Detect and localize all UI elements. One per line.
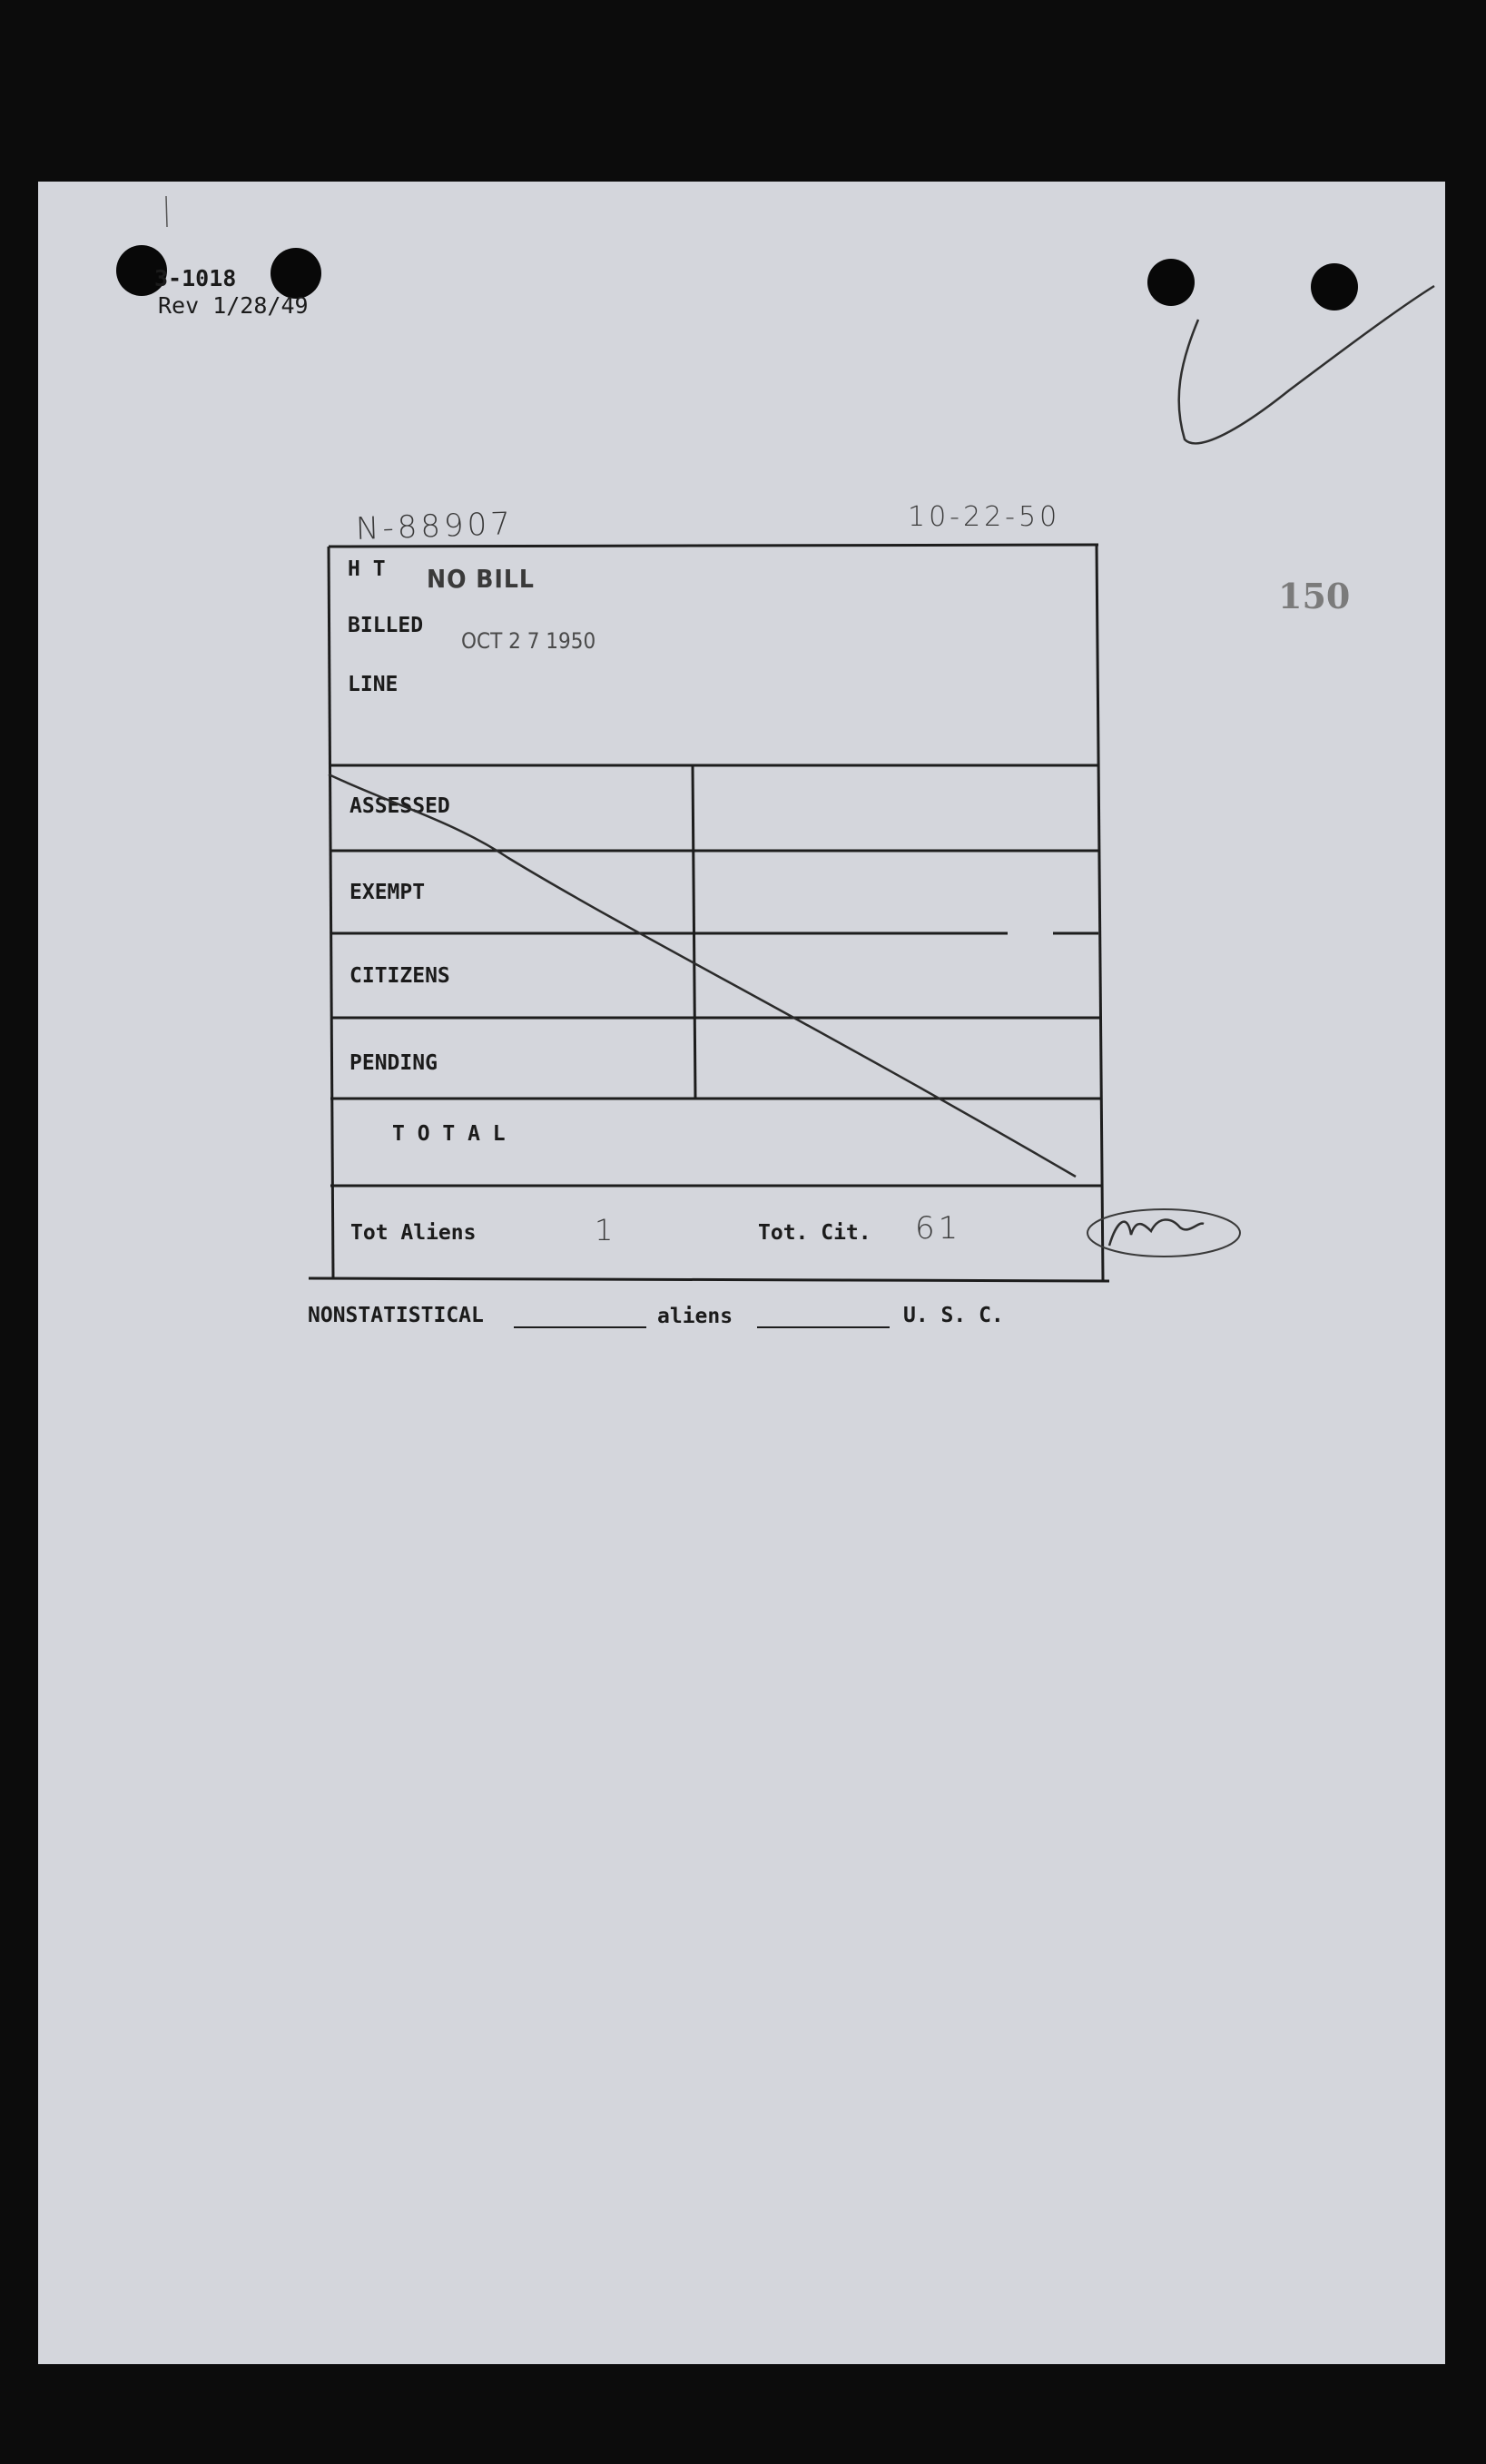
punch-hole-right-2 [1311,263,1358,310]
row-label-assessed: ASSESSED [349,794,450,818]
aliens-label: aliens [657,1305,733,1328]
document-page [38,182,1445,2364]
total-label: T O T A L [392,1122,506,1146]
row-label-citizens: CITIZENS [349,964,450,988]
page-number: 150 [1278,576,1351,616]
tot-cit-value: 61 [915,1210,962,1247]
billed-label: BILLED [348,614,424,637]
file-number-handwritten: N-88907 [355,505,515,548]
tot-aliens-label: Tot Aliens [350,1221,477,1245]
form-revision: Rev 1/28/49 [158,292,309,319]
line-label: LINE [348,673,399,696]
punch-hole-left-2 [271,248,321,299]
billed-date-stamp: OCT 2 7 1950 [461,628,596,654]
nonstatistical-label: NONSTATISTICAL [308,1304,484,1327]
no-bill-stamp: NO BILL [427,564,535,594]
punch-hole-right-1 [1147,259,1195,306]
tot-cit-label: Tot. Cit. [758,1221,871,1245]
row-label-pending: PENDING [349,1051,438,1075]
usc-label: U. S. C. [903,1304,1004,1327]
tot-aliens-value: 1 [595,1213,617,1247]
row-label-exempt: EXEMPT [349,881,426,904]
form-number: 3-1018 [154,265,237,291]
date-handwritten: 10-22-50 [908,501,1061,533]
ht-label: H T [348,557,386,581]
